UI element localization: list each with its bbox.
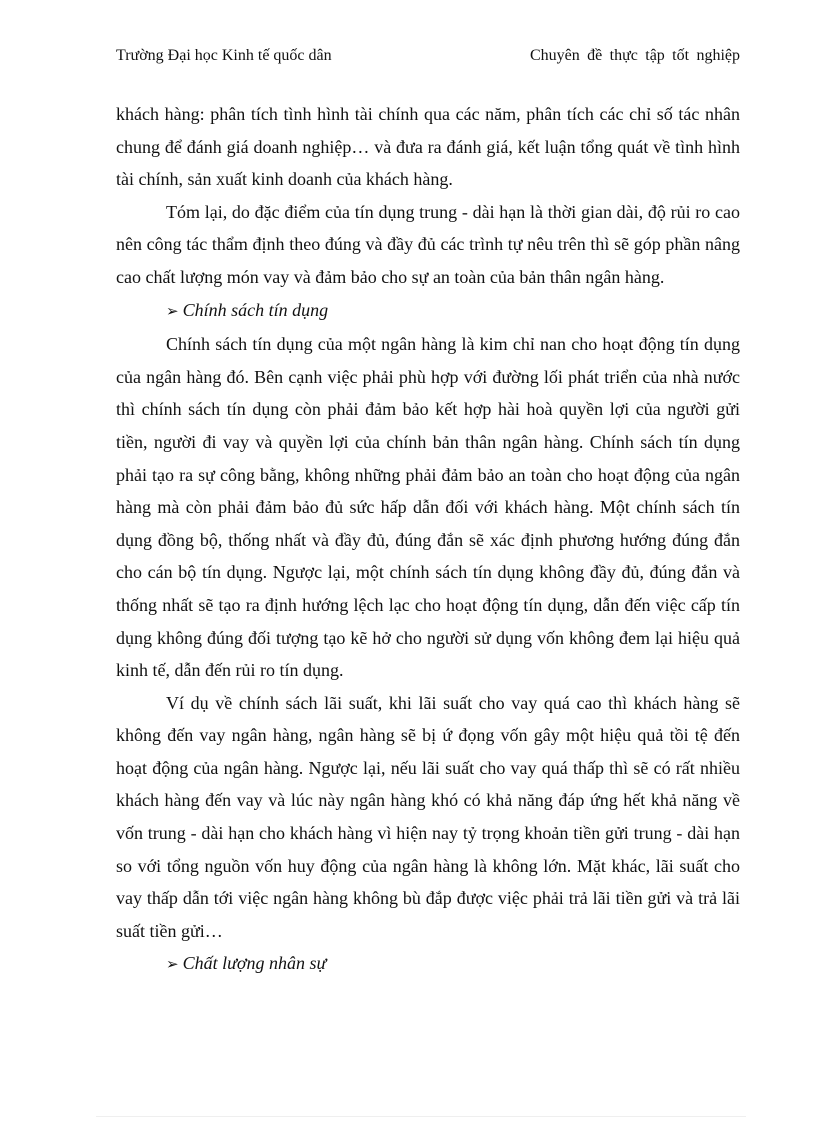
section-heading-credit-policy	[116, 294, 740, 329]
page-bottom-divider	[96, 1116, 746, 1117]
section-heading-staff-quality	[116, 947, 740, 982]
header-report-title: Chuyên đề thực tập tốt nghiệp	[530, 47, 740, 64]
heading-text: Chính sách tín dụng	[182, 299, 329, 320]
document-body	[116, 98, 740, 982]
arrowhead-bullet-icon: ➢	[166, 303, 179, 320]
paragraph-customer-analysis: khách hàng: phân tích tình hình tài chính qua các năm, phân tích các chỉ số tác nhân chung để đánh giá doanh nghiệp… và đưa ra đánh giá, kết luận tổng quát về tình hình tài chính, sản xuất kinh doanh của khách hàng.	[116, 104, 740, 190]
heading-text: Chất lượng nhân sự	[182, 953, 327, 974]
paragraph-summary: Tóm lại, do đặc điểm của tín dụng trung - dài hạn là thời gian dài, độ rủi ro cao nên công tác thẩm định theo đúng và đầy đủ các trình tự nêu trên thì sẽ góp phần nâng cao chất lượng món vay và đảm bảo cho sự an toàn của bản thân ngân hàng.	[116, 201, 740, 287]
arrowhead-bullet-icon: ➢	[166, 957, 179, 974]
header-university: Trường Đại học Kinh tế quốc dân	[116, 47, 332, 64]
paragraph-interest-rate-example: Ví dụ về chính sách lãi suất, khi lãi suất cho vay quá cao thì khách hàng sẽ không đến vay ngân hàng, ngân hàng sẽ bị ứ đọng vốn gây một hiệu quả tồi tệ đến hoạt động của ngân hàng. Ngược lại, nếu lãi suất cho vay quá thấp thì sẽ có rất nhiều khách hàng đến vay và lúc này ngân hàng khó có khả năng đáp ứng hết khả năng về vốn trung - dài hạn cho khách hàng vì hiện nay tỷ trọng khoản tiền gửi trung - dài hạn so với tổng nguồn vốn huy động của ngân hàng là không lớn. Mặt khác, lãi suất cho vay thấp dẫn tới việc ngân hàng không bù đắp được việc phải trả lãi tiền gửi và trả lãi suất tiền gửi…	[116, 692, 740, 941]
paragraph-credit-policy: Chính sách tín dụng của một ngân hàng là kim chỉ nan cho hoạt động tín dụng của ngân hàng đó. Bên cạnh việc phải phù hợp với đường lối phát triển của nhà nước thì chính sách tín dụng còn phải đảm bảo kết hợp hài hoà quyền lợi của người gửi tiền, người đi vay và quyền lợi của chính bản thân ngân hàng. Chính sách tín dụng phải tạo ra sự công bằng, không những phải đảm bảo an toàn cho hoạt động của ngân hàng mà còn phải đảm bảo đủ sức hấp dẫn đối với khách hàng. Một chính sách tín dụng đồng bộ, thống nhất và đầy đủ, đúng đắn sẽ xác định phương hướng đúng đắn cho cán bộ tín dụng. Ngược lại, một chính sách tín dụng không đầy đủ, đúng đắn và thống nhất sẽ tạo ra định hướng lệch lạc cho hoạt động tín dụng, dẫn đến việc cấp tín dụng không đúng đối tượng tạo kẽ hở cho người sử dụng vốn không đem lại hiệu quả kinh tế, dẫn đến rủi ro tín dụng.	[116, 334, 740, 681]
